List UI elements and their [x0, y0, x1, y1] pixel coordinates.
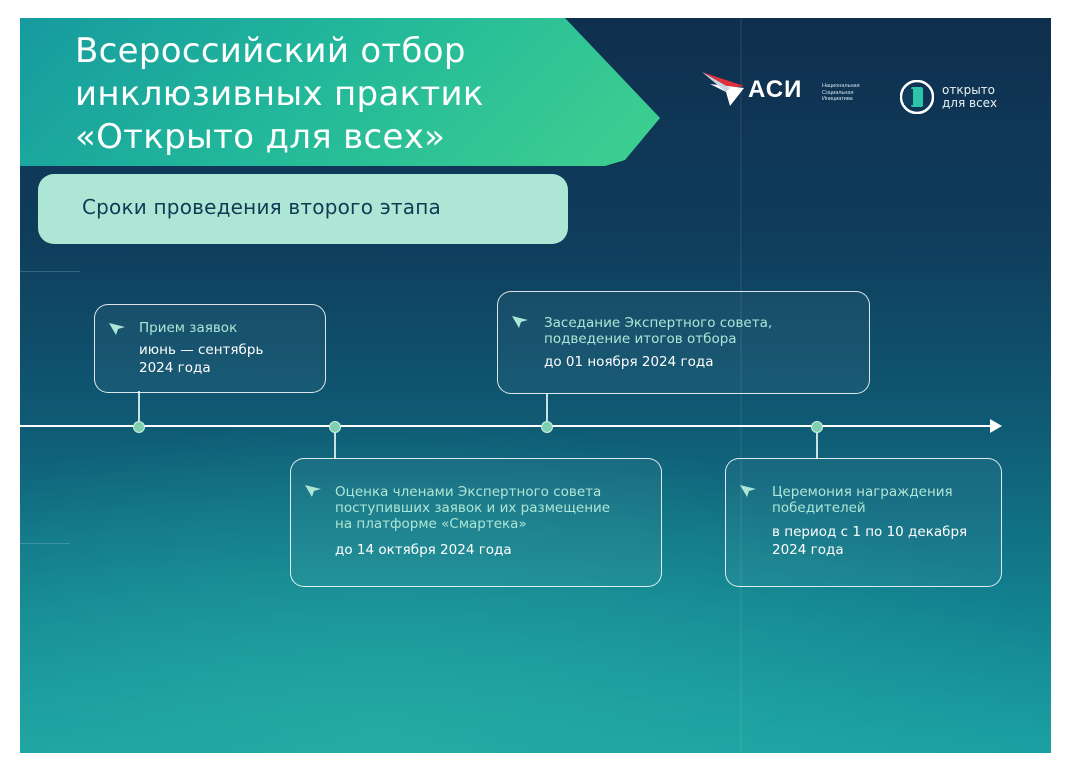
arrow-pointer-icon [305, 483, 321, 497]
asi-wordmark: АСИ [748, 76, 803, 103]
title-line: Всероссийский отбор [75, 31, 466, 71]
asi-subtitle [822, 83, 860, 103]
subtitle-pill [38, 174, 568, 244]
open-for-all-logo [900, 78, 1030, 118]
stage-title-line: поступивших заявок и их размещение [335, 500, 611, 516]
stage-date [139, 341, 263, 377]
timeline-dot [329, 421, 341, 433]
page-title [75, 30, 484, 159]
timeline-axis [20, 425, 995, 427]
open-door-icon [900, 80, 934, 114]
stage-date [544, 353, 713, 371]
arrow-pointer-icon [512, 314, 528, 328]
stage-title-line: Церемония награждения [772, 484, 953, 500]
stage-card-awards [725, 458, 1002, 587]
stage-title-line: Оценка членами Экспертного совета [335, 484, 602, 500]
open-for-all-wordmark [942, 84, 997, 110]
stage-title-line: Прием заявок [139, 320, 238, 336]
stage-title-line: победителей [772, 500, 866, 516]
subtitle: Сроки проведения второго этапа [82, 195, 441, 219]
stage-title [335, 484, 610, 532]
decor-streak [20, 543, 70, 544]
asi-logo [700, 64, 880, 112]
decor-streak [20, 271, 80, 272]
stage-card-applications [94, 304, 326, 393]
open-for-all-line: открыто [942, 83, 996, 97]
stage-date-line: в период с 1 по 10 декабря [772, 524, 968, 540]
open-for-all-line: для всех [942, 96, 998, 110]
stage-title-line: на платформе «Смартека» [335, 516, 527, 532]
stage-date [772, 523, 967, 559]
stage-card-evaluation [290, 458, 662, 587]
title-line: инклюзивных практик [75, 74, 484, 114]
timeline-dot [541, 421, 553, 433]
stage-title-line: подведение итогов отбора [544, 331, 737, 347]
arrow-pointer-icon [109, 321, 125, 335]
stage-title [772, 484, 953, 516]
stage-date [335, 541, 512, 559]
stage-card-council-meeting [497, 291, 870, 394]
stage-date-line: июнь — сентябрь [139, 342, 264, 358]
asi-subtitle-line: Социальная [822, 89, 854, 96]
title-line: «Открыто для всех» [75, 117, 446, 157]
asi-arrow-icon [700, 64, 748, 108]
arrow-right-icon [990, 419, 1002, 433]
arrow-pointer-icon [740, 483, 756, 497]
stage-date-line: 2024 года [772, 542, 844, 558]
timeline-dot [811, 421, 823, 433]
timeline-dot [133, 421, 145, 433]
asi-subtitle-line: Инициатива [822, 96, 853, 102]
stage-title [544, 315, 772, 347]
stage-date-line: 2024 года [139, 360, 211, 376]
stage-title [139, 320, 237, 336]
stage-title-line: Заседание Экспертного совета, [544, 315, 773, 331]
asi-subtitle-line: Национальная [822, 83, 860, 89]
slide [20, 18, 1051, 753]
stage-date-line: до 01 ноября 2024 года [544, 354, 714, 370]
stage-date-line: до 14 октября 2024 года [335, 542, 512, 558]
